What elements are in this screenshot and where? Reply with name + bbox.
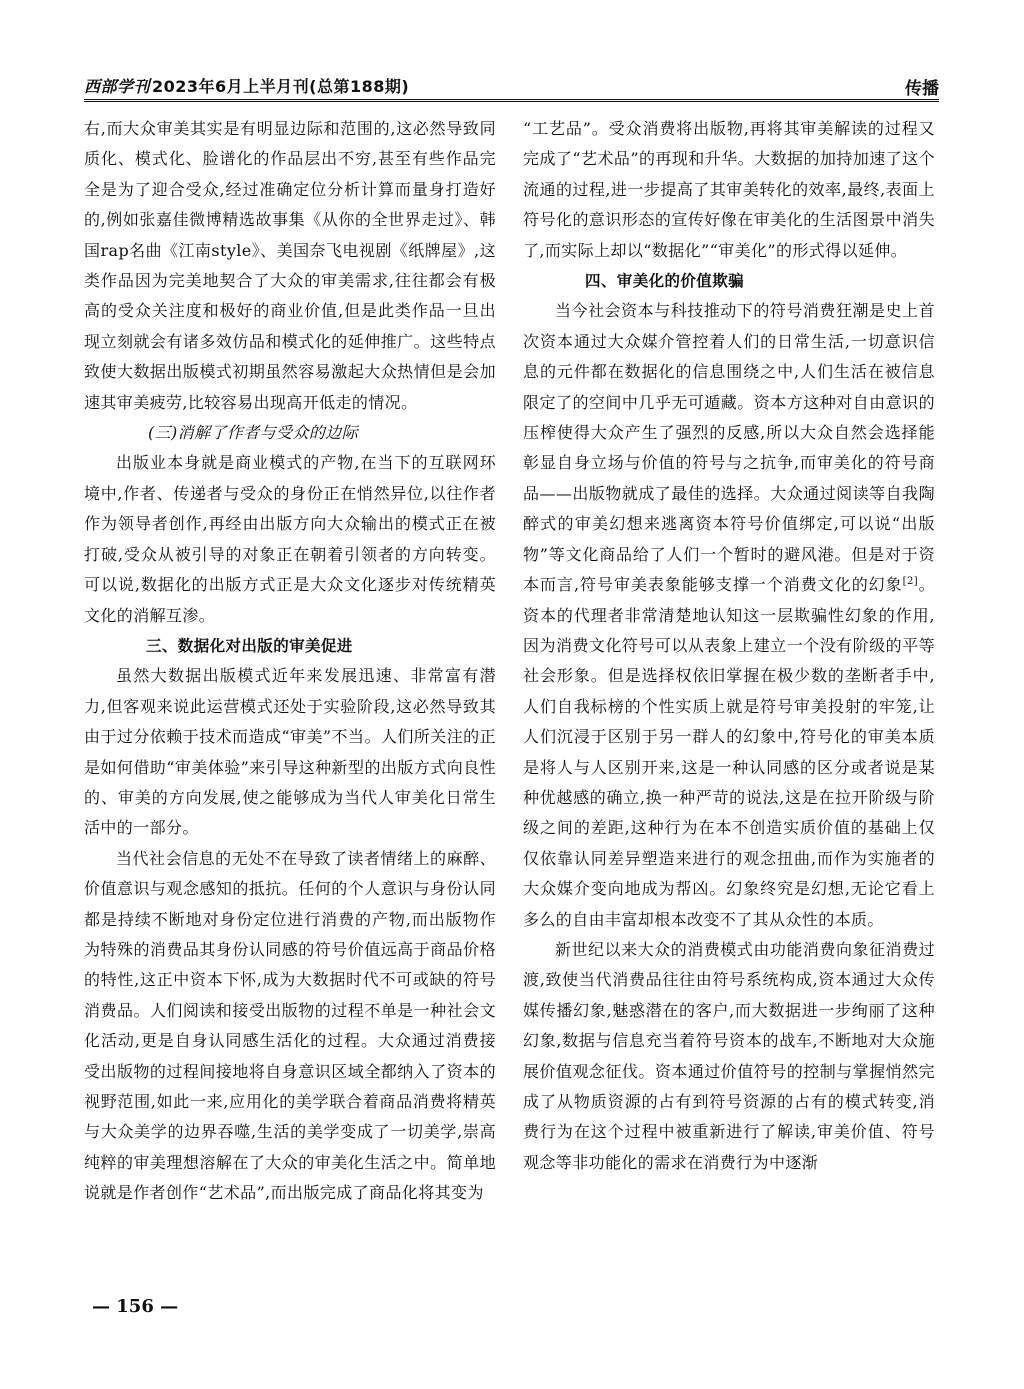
header-rule <box>84 99 939 102</box>
running-header <box>84 68 939 102</box>
left-column <box>84 114 496 1209</box>
section-name: 传播 <box>905 79 939 99</box>
page-number: — 156 — <box>92 1296 179 1317</box>
paragraph: 虽然大数据出版模式近年来发展迅速、非常富有潜力,但客观来说此运营模式还处于实验阶段,这必然导致其由于过分依赖于技术而造成“审美”不当。人们所关注的正是如何借助“审美体验”来引导这种新型的出版方式向良性的、审美的方向发展,使之能够成为当代人审美化日常生活中的一部分。 <box>84 666 496 838</box>
issue-info: 2023年6月上半月刊(总第188期) <box>152 77 410 96</box>
paragraph: “工艺品”。受众消费将出版物,再将其审美解读的过程又完成了“艺术品”的再现和升华。大数据的加持加速了这个流通的过程,进一步提高了其审美转化的效率,最终,表面上符号化的意识形态的宣传好像在审美化的生活图景中消失了,而实际上却以“数据化”“审美化”的形式得以延伸。 <box>523 119 935 260</box>
paragraph-text: 当今社会资本与科技推动下的符号消费狂潮是史上首次资本通过大众媒介管控着人们的日常生活,一切意识信息的元件都在数据化的信息围绕之中,人们生活在被信息限定了的空间中几乎无可遁藏。资本方这种对自由意识的压榨使得大众产生了强烈的反感,所以大众自然会选择能彰显自身立场与价值的符号与之抗争,而审美化的符号商品——出版物就成了最佳的选择。大众通过阅读等自我陶醉式的审美幻想来逃离资本符号价值绑定,可以说“出版物”等文化商品给了人们一个暂时的避风港。但是对于资本而言,符号审美表象能够支撑一个消费文化的幻象 <box>523 301 935 595</box>
paragraph-text: 。资本的代理者非常清楚地认知这一层欺骗性幻象的作用,因为消费文化符号可以从表象上建立一个没有阶级的平等社会形象。但是选择权依旧掌握在极少数的垄断者手中,人们自我标榜的个性实质上就是符号审美投射的牢笼,让人们沉浸于区别于另一群人的幻象中,符号化的审美本质是将人与人区别开来,这是一种认同感的区分或者说是某种优越感的确立,换一种严苛的说法,这是在拉开阶级与阶级之间的差距,这种行为在本不创造实质价值的基础上仅仅依靠认同差异塑造来进行的观念扭曲,而作为实施者的大众媒介变向地成为帮凶。幻象终究是幻想,无论它看上多么的自由丰富却根本改变不了其从众性的本质。 <box>523 575 935 929</box>
paragraph <box>523 296 935 935</box>
journal-logo: 西部学刊 <box>84 77 151 96</box>
section-heading: 四、审美化的价值欺骗 <box>585 272 745 291</box>
paragraph: 新世纪以来大众的消费模式由功能消费向象征消费过渡,致使当代消费品往往由符号系统构成,资本通过大众传媒传播幻象,魅惑潜在的客户,而大数据进一步绚丽了这种幻象,数据与信息充当着符号资本的战车,不断地对大众施展价值观念征伐。资本通过价值符号的控制与掌握悄然完成了从物质资源的占有到符号资源的占有的模式转变,消费行为在这个过程中被重新进行了解读,审美价值、符号观念等非功能化的需求在消费行为中逐渐 <box>523 939 935 1172</box>
paragraph: 当代社会信息的无处不在导致了读者情绪上的麻醉、价值意识与观念感知的抵抗。任何的个人意识与身份认同都是持续不断地对身份定位进行消费的产物,而出版物作为特殊的消费品其身份认同感的符号价值远高于商品价格的特性,这正中资本下怀,成为大数据时代不可或缺的符号消费品。人们阅读和接受出版物的过程不单是一种社会文化活动,更是自身认同感生活化的过程。大众通过消费接受出版物的过程间接地将自身意识区域全都纳入了资本的视野范围,如此一来,应用化的美学联合着商品消费将精英与大众美学的边界吞噬,生活的美学变成了一切美学,崇高纯粹的审美理想溶解在了大众的审美化生活之中。简单地说就是作者创作“艺术品”,而出版完成了商品化将其变为 <box>84 848 496 1203</box>
right-column <box>523 114 935 1178</box>
section-heading: 三、数据化对出版的审美促进 <box>146 636 353 655</box>
citation-reference[interactable]: [2] <box>902 576 919 588</box>
subsection-heading: (三)消解了作者与受众的边际 <box>148 423 359 443</box>
paragraph: 右,而大众审美其实是有明显边际和范围的,这必然导致同质化、模式化、脸谱化的作品层出不穷,甚至有些作品完全是为了迎合受众,经过准确定位分析计算而量身打造好的,例如张嘉佳微博精选故事集《从你的全世界走过》、韩国rap名曲《江南style》、美国奈飞电视剧《纸牌屋》,这类作品因为完美地契合了大众的审美需求,往往都会有极高的受众关注度和极好的商业价值,但是此类作品一旦出现立刻就会有诸多效仿品和模式化的延伸推广。这些特点致使大数据出版模式初期虽然容易激起大众热情但是会加速其审美疲劳,比较容易出现高开低走的情况。 <box>84 119 496 412</box>
paragraph: 出版业本身就是商业模式的产物,在当下的互联网环境中,作者、传递者与受众的身份正在悄然异位,以往作者作为领导者创作,再经由出版方向大众输出的模式正在被打破,受众从被引导的对象正在朝着引领者的方向转变。可以说,数据化的出版方式正是大众文化逐步对传统精英文化的消解互渗。 <box>84 453 496 625</box>
journal-issue-line <box>84 74 409 97</box>
